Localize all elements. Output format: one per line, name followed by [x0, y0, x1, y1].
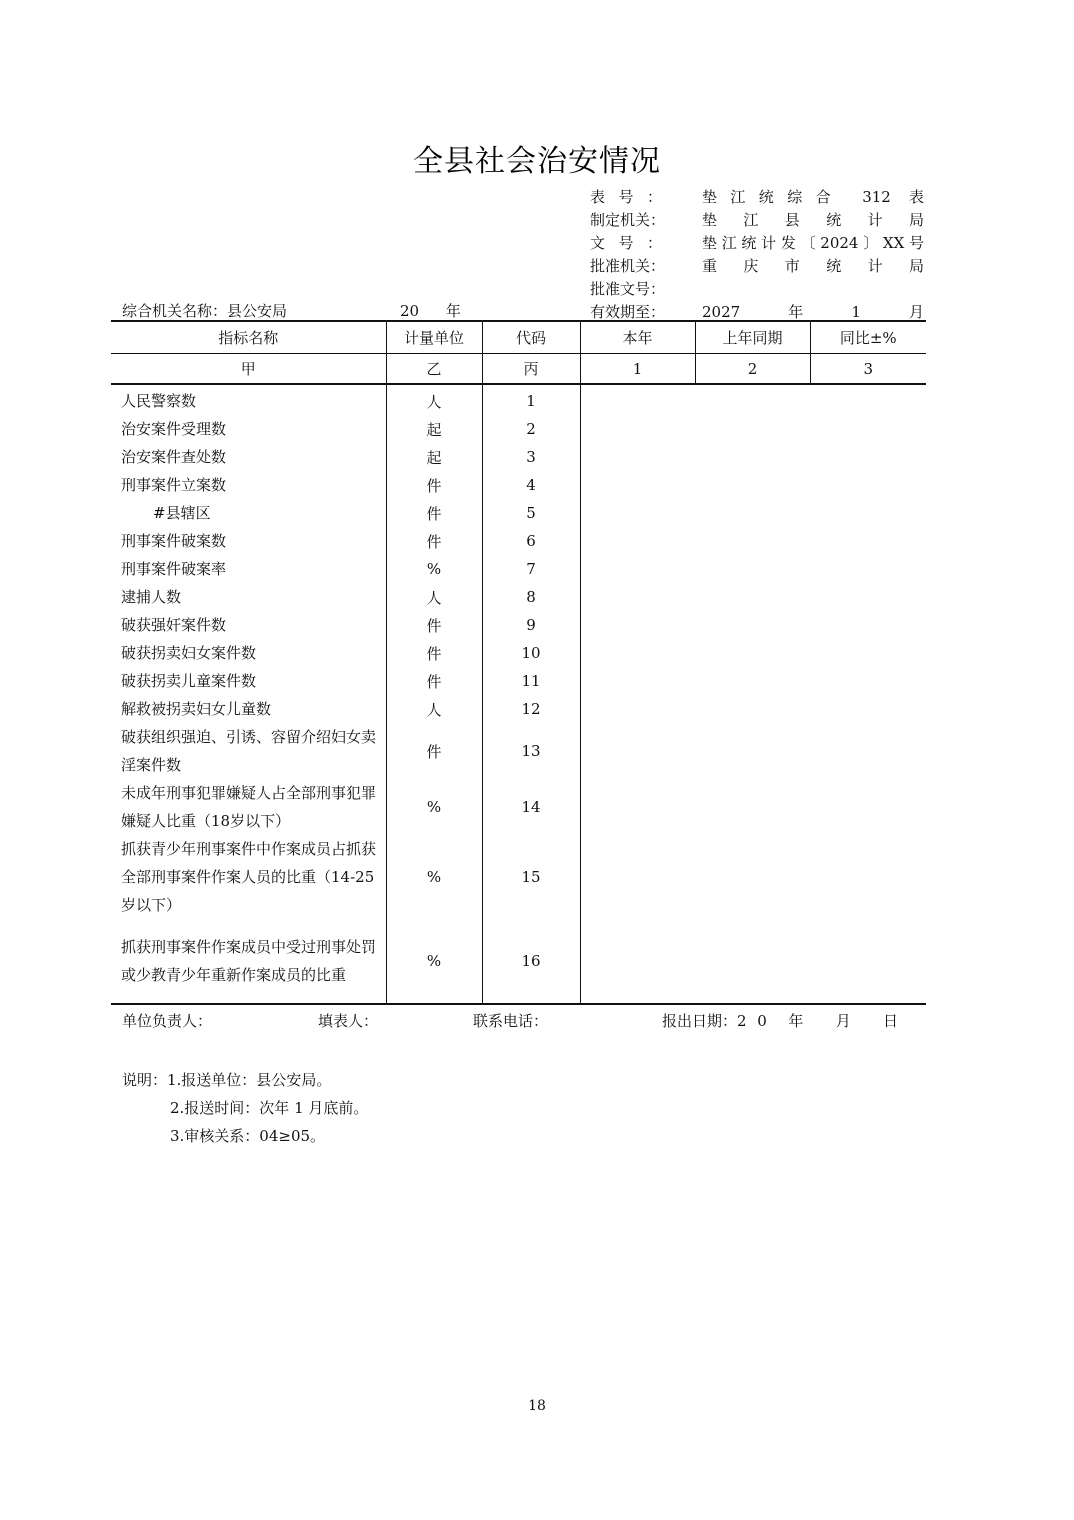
indicator-name: 抓获刑事案件作案成员中受过刑事处罚或少教青少年重新作案成员的比重: [111, 919, 386, 1004]
footer-report-date: 报出日期：2 0 年 月 日: [662, 1012, 899, 1030]
table-row: [111, 919, 926, 1004]
table-row: [111, 384, 926, 415]
column-header: 代码: [482, 321, 580, 354]
meta-row-doc-number: [590, 232, 924, 255]
note-item: 3.审核关系：04≥05。: [170, 1127, 326, 1145]
value-this-year: [580, 611, 695, 639]
page-title: 全县社会治安情况: [413, 144, 661, 179]
meta-label: 文号：: [590, 234, 662, 252]
page-number: 18: [528, 1398, 546, 1414]
indicator-unit: 件: [386, 527, 482, 555]
value-this-year: [580, 471, 695, 499]
indicator-name: #县辖区: [153, 504, 211, 522]
indicator-name: 破获拐卖儿童案件数: [121, 672, 257, 690]
meta-label: 表号：: [590, 188, 662, 206]
column-header: 上年同期: [695, 321, 810, 354]
value-last-year: [695, 527, 810, 555]
value-this-year: [580, 639, 695, 667]
value-yoy: [810, 415, 926, 443]
meta-value: 2027年1月: [702, 303, 924, 321]
table-row: [111, 583, 926, 611]
value-this-year: [580, 527, 695, 555]
table-row: [111, 611, 926, 639]
table-row: [111, 415, 926, 443]
table-row: [111, 667, 926, 695]
indicator-code: 9: [482, 611, 580, 639]
indicator-name: 治安案件受理数: [121, 420, 227, 438]
meta-row-approval-number: [590, 278, 924, 301]
meta-value: 重庆市统计局: [702, 257, 924, 275]
value-last-year: [695, 583, 810, 611]
indicator-unit: 件: [386, 499, 482, 527]
indicator-name: 抓获青少年刑事案件中作案成员占抓获全部刑事案件作案人员的比重（14-25岁以下）: [121, 840, 377, 914]
indicator-name: 人民警察数: [121, 392, 197, 410]
indicator-code: 12: [482, 695, 580, 723]
indicator-name: 破获拐卖妇女案件数: [121, 644, 257, 662]
value-yoy: [810, 723, 926, 779]
indicator-code: 14: [482, 779, 580, 835]
indicator-code: 1: [482, 384, 580, 415]
meta-value: 垫江县统计局: [702, 211, 924, 229]
indicator-code: 7: [482, 555, 580, 583]
value-this-year: [580, 667, 695, 695]
value-this-year: [580, 835, 695, 919]
value-yoy: [810, 527, 926, 555]
indicator-unit: %: [386, 835, 482, 919]
value-last-year: [695, 384, 810, 415]
value-this-year: [580, 555, 695, 583]
indicator-name: 破获强奸案件数: [121, 616, 227, 634]
report-year: 20 年: [400, 302, 461, 320]
table-row: [111, 471, 926, 499]
table-row: [111, 527, 926, 555]
indicator-unit: %: [386, 555, 482, 583]
value-last-year: [695, 415, 810, 443]
value-last-year: [695, 443, 810, 471]
indicator-code: 16: [482, 919, 580, 1004]
table-subheader-row: [111, 354, 926, 385]
indicator-unit: 人: [386, 384, 482, 415]
value-last-year: [695, 779, 810, 835]
indicator-name: 逮捕人数: [121, 588, 182, 606]
meta-label: 批准机关：: [590, 257, 666, 275]
meta-value: 垫江统计发〔2024〕XX号: [702, 234, 924, 252]
indicator-unit: 件: [386, 471, 482, 499]
value-yoy: [810, 499, 926, 527]
value-this-year: [580, 919, 695, 1004]
indicator-unit: 人: [386, 695, 482, 723]
value-last-year: [695, 611, 810, 639]
column-code: 甲: [111, 354, 386, 385]
value-this-year: [580, 384, 695, 415]
meta-row-approver: [590, 255, 924, 278]
value-this-year: [580, 443, 695, 471]
value-yoy: [810, 443, 926, 471]
indicator-code: 11: [482, 667, 580, 695]
value-yoy: [810, 555, 926, 583]
table-body: [111, 384, 926, 1004]
value-last-year: [695, 919, 810, 1004]
indicator-code: 15: [482, 835, 580, 919]
value-this-year: [580, 695, 695, 723]
indicator-unit: 人: [386, 583, 482, 611]
indicator-unit: %: [386, 779, 482, 835]
indicator-name: 未成年刑事犯罪嫌疑人占全部刑事犯罪嫌疑人比重（18岁以下）: [121, 784, 377, 830]
table-row: [111, 443, 926, 471]
value-yoy: [810, 611, 926, 639]
meta-label: 制定机关：: [590, 211, 666, 229]
indicator-name: 破获组织强迫、引诱、容留介绍妇女卖淫案件数: [121, 728, 377, 774]
value-last-year: [695, 667, 810, 695]
value-yoy: [810, 835, 926, 919]
indicator-code: 2: [482, 415, 580, 443]
column-code: 丙: [482, 354, 580, 385]
indicator-code: 3: [482, 443, 580, 471]
value-this-year: [580, 723, 695, 779]
value-yoy: [810, 779, 926, 835]
indicator-name: 刑事案件破案数: [121, 532, 227, 550]
meta-label: 有效期至：: [590, 303, 666, 321]
column-header: 同比±%: [810, 321, 926, 354]
value-yoy: [810, 639, 926, 667]
value-yoy: [810, 384, 926, 415]
form-meta: [590, 186, 924, 324]
column-code: 2: [695, 354, 810, 385]
column-code: 3: [810, 354, 926, 385]
footer-filler: 填表人：: [318, 1012, 379, 1030]
meta-row-form-number: [590, 186, 924, 209]
reporting-unit: 综合机关名称：县公安局: [122, 302, 288, 320]
indicator-unit: 件: [386, 667, 482, 695]
meta-value: [702, 278, 924, 301]
indicator-unit: %: [386, 919, 482, 1004]
value-last-year: [695, 723, 810, 779]
meta-row-issuer: [590, 209, 924, 232]
table-row: [111, 779, 926, 835]
table-row: [111, 639, 926, 667]
value-this-year: [580, 583, 695, 611]
indicator-code: 5: [482, 499, 580, 527]
value-last-year: [695, 555, 810, 583]
column-header: 计量单位: [386, 321, 482, 354]
indicator-code: 8: [482, 583, 580, 611]
value-yoy: [810, 583, 926, 611]
indicator-unit: 起: [386, 443, 482, 471]
value-this-year: [580, 415, 695, 443]
meta-label: 批准文号：: [590, 280, 666, 298]
meta-value: 垫江统综合 312 表: [702, 188, 924, 206]
indicator-code: 6: [482, 527, 580, 555]
column-code: 乙: [386, 354, 482, 385]
table-row: [111, 835, 926, 919]
value-last-year: [695, 835, 810, 919]
indicator-unit: 起: [386, 415, 482, 443]
indicator-unit: 件: [386, 723, 482, 779]
table-row: [111, 555, 926, 583]
value-yoy: [810, 695, 926, 723]
column-code: 1: [580, 354, 695, 385]
statistics-table: [111, 320, 926, 1005]
column-header: 指标名称: [111, 321, 386, 354]
indicator-name: 解救被拐卖妇女儿童数: [121, 700, 272, 718]
indicator-name: 刑事案件破案率: [121, 560, 227, 578]
value-yoy: [810, 919, 926, 1004]
table-header-row: [111, 321, 926, 354]
table-row: [111, 499, 926, 527]
value-yoy: [810, 471, 926, 499]
value-last-year: [695, 471, 810, 499]
notes-title: 说明：1.报送单位：县公安局。: [122, 1071, 332, 1089]
value-last-year: [695, 695, 810, 723]
value-last-year: [695, 639, 810, 667]
notes: [122, 1066, 368, 1150]
note-item: 2.报送时间：次年 1 月底前。: [170, 1099, 369, 1117]
table-row: [111, 723, 926, 779]
value-this-year: [580, 779, 695, 835]
table-row: [111, 695, 926, 723]
indicator-name: 刑事案件立案数: [121, 476, 227, 494]
footer-phone: 联系电话：: [473, 1012, 549, 1030]
indicator-unit: 件: [386, 639, 482, 667]
footer-leader: 单位负责人：: [122, 1012, 213, 1030]
value-last-year: [695, 499, 810, 527]
indicator-unit: 件: [386, 611, 482, 639]
indicator-code: 4: [482, 471, 580, 499]
column-header: 本年: [580, 321, 695, 354]
indicator-name: 治安案件查处数: [121, 448, 227, 466]
value-yoy: [810, 667, 926, 695]
value-this-year: [580, 499, 695, 527]
indicator-code: 13: [482, 723, 580, 779]
indicator-code: 10: [482, 639, 580, 667]
